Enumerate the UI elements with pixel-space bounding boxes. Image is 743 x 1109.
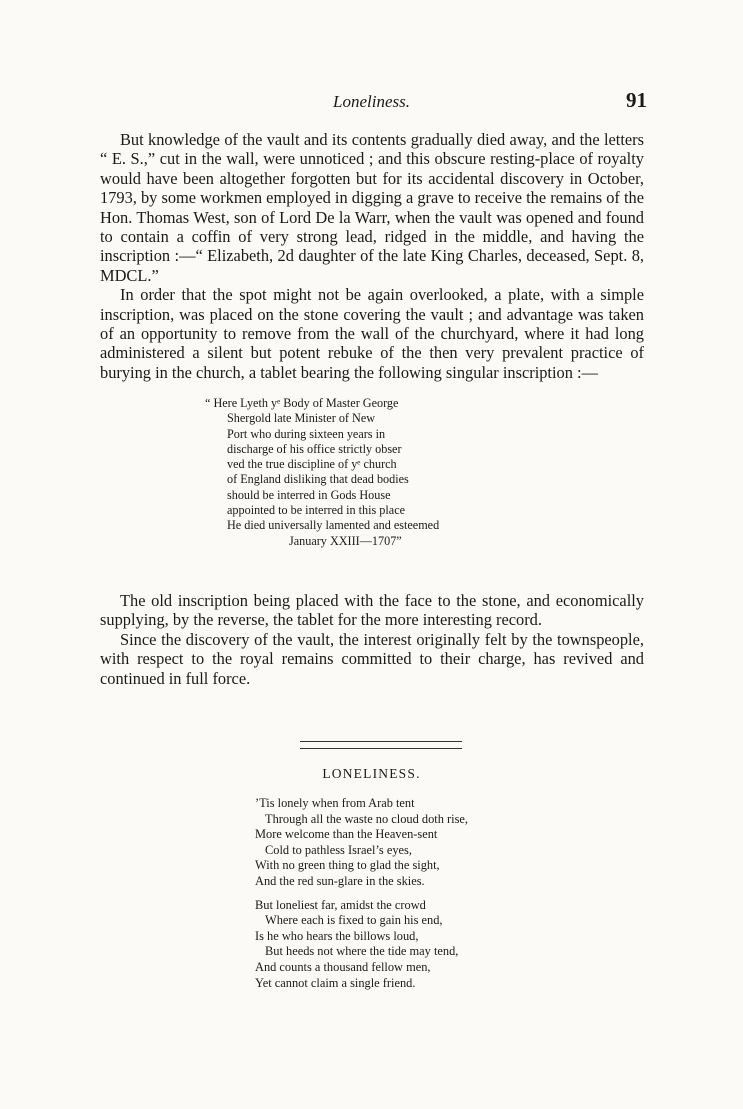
- poem-line: Yet cannot claim a single friend.: [255, 975, 416, 990]
- poem-line: But heeds not where the tide may tend,: [265, 944, 459, 959]
- inscription-line: ved the true discipline of yᵉ church: [227, 457, 397, 472]
- poem-title: LONELINESS.: [322, 766, 421, 781]
- body-text-continued: [100, 591, 644, 688]
- poem-line: Is he who hears the billows loud,: [255, 928, 419, 943]
- poem-stanza: [255, 898, 635, 992]
- paragraph: But knowledge of the vault and its contents gradually died away, and the letters “ E. S.,” cut in the wall, were unnoticed ; and this obscure resting-place of royalty would have been altogether forgotten but for its accidental discovery in October, 1793, by some workmen employed in digging a grave to receive the remains of the Hon. Thomas West, son of Lord De la Warr, when the vault was opened and found to contain a coffin of very strong lead, ridged in the middle, and having the inscription :—“ Elizabeth, 2d daughter of the late King Charles, deceased, Sept. 8, MDCL.”: [100, 130, 644, 285]
- poem-line: Where each is fixed to gain his end,: [265, 913, 443, 928]
- inscription-quote: [205, 396, 525, 549]
- section-divider: [300, 741, 462, 749]
- inscription-line: discharge of his office strictly obser: [227, 441, 402, 456]
- page-number: 91: [626, 88, 647, 112]
- poem-line: And counts a thousand fellow men,: [255, 959, 431, 974]
- inscription-line: Port who during sixteen years in: [227, 426, 386, 441]
- inscription-line: of England disliking that dead bodies: [227, 472, 409, 487]
- inscription-line: appointed to be interred in this place: [227, 503, 406, 518]
- paragraph: The old inscription being placed with the face to the stone, and economically supplying, by the reverse, the tablet for the more interesting record.: [100, 591, 644, 630]
- running-head: [0, 88, 743, 116]
- paragraph: In order that the spot might not be again overlooked, a plate, with a simple inscription, was placed on the stone covering the vault ; and advantage was taken of an opportunity to remove from the wall of the churchyard, where it had long administered a silent but potent rebuke of the then very prevalent practice of burying in the church, a tablet bearing the following singular inscription :—: [100, 285, 644, 382]
- running-title: Loneliness.: [333, 92, 410, 111]
- inscription-line: should be interred in Gods House: [227, 487, 391, 502]
- poem-line: With no green thing to glad the sight,: [255, 858, 440, 873]
- paragraph: Since the discovery of the vault, the interest originally felt by the townspeople, with respect to the royal remains committed to their charge, has revived and continued in full force.: [100, 629, 644, 688]
- poem-line: And the red sun-glare in the skies.: [255, 873, 425, 888]
- inscription-line: He died universally lamented and esteemed: [227, 518, 440, 533]
- body-text: [100, 130, 644, 382]
- poem-line: More welcome than the Heaven-sent: [255, 827, 438, 842]
- poem-line: ’Tis lonely when from Arab tent: [255, 796, 415, 810]
- poem: [255, 796, 635, 999]
- poem-stanza: [255, 796, 635, 890]
- poem-line: Through all the waste no cloud doth rise,: [265, 811, 469, 826]
- inscription-line: Shergold late Minister of New: [227, 411, 376, 426]
- inscription-line: “ Here Lyeth yᵉ Body of Master George: [205, 396, 399, 410]
- inscription-line: January XXIII—1707”: [289, 533, 402, 548]
- poem-line: Cold to pathless Israel’s eyes,: [265, 842, 412, 857]
- poem-line: But loneliest far, amidst the crowd: [255, 897, 426, 912]
